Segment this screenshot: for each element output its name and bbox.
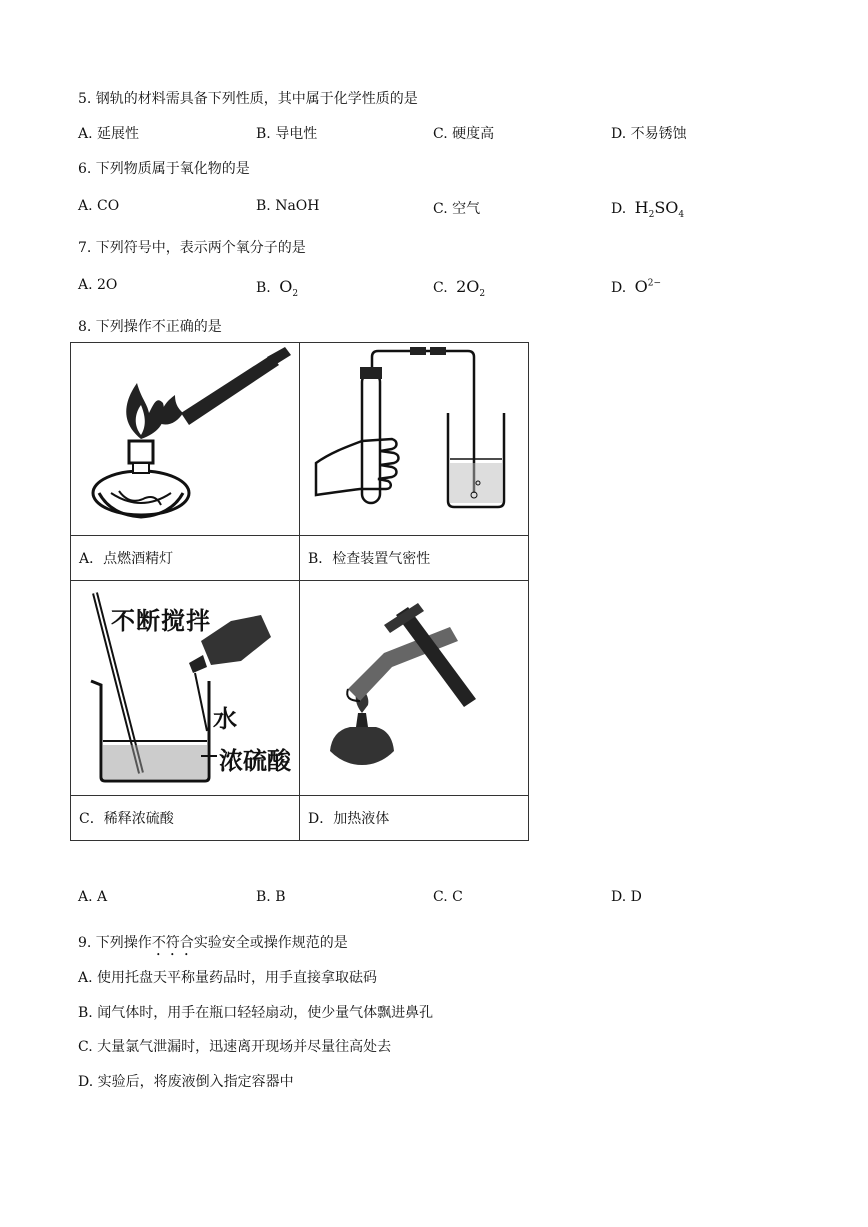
q6-option-c[interactable]: C. 空气 <box>433 201 481 217</box>
q5-option-b[interactable]: B. 导电性 <box>256 126 318 142</box>
q7-option-c-label: C. <box>433 280 453 296</box>
q9-option-c[interactable]: C. 大量氯气泄漏时，迅速离开现场并尽量往高处去 <box>78 1039 392 1055</box>
q8-caption-b: B．检查装置气密性 <box>300 536 529 581</box>
q7-option-b-formula: $O_2$ <box>279 277 299 300</box>
question-9-stem <box>78 932 348 959</box>
q8-operations-table <box>70 342 529 841</box>
q6-option-d[interactable] <box>611 198 684 220</box>
q7-option-d-label: D. <box>611 280 631 296</box>
q7-option-d-formula: $O^{2-}$ <box>634 277 662 296</box>
q7-option-a[interactable]: A. 2O <box>78 277 118 293</box>
q7-option-b[interactable] <box>256 277 298 299</box>
airtightness-check-icon <box>300 343 520 535</box>
question-5-stem: 5. 钢轨的材料需具备下列性质，其中属于化学性质的是 <box>78 91 418 107</box>
concentrated-sulfuric-acid-label: 浓硫酸 <box>219 747 291 775</box>
q9-option-a[interactable]: A. 使用托盘天平称量药品时，用手直接拿取砝码 <box>78 970 378 986</box>
q5-option-c[interactable]: C. 硬度高 <box>433 126 495 142</box>
q7-option-b-label: B. <box>256 280 276 296</box>
q7-option-c[interactable] <box>433 277 485 299</box>
q5-option-d[interactable]: D. 不易锈蚀 <box>611 126 687 142</box>
q7-option-d[interactable] <box>611 277 661 296</box>
q9-option-d[interactable]: D. 实验后，将废液倒入指定容器中 <box>78 1074 294 1090</box>
q7-option-c-formula: $2O_2$ <box>456 277 486 300</box>
q5-option-a[interactable]: A. 延展性 <box>78 126 140 142</box>
q9-stem-emphasis: 不符合 <box>151 935 194 951</box>
q8-caption-d: D．加热液体 <box>300 796 529 841</box>
alcohol-lamp-lighting-icon <box>71 343 299 535</box>
q8-answer-c[interactable]: C. C <box>433 889 463 905</box>
water-label: 水 <box>213 705 237 733</box>
q8-caption-c: C．稀释浓硫酸 <box>71 796 300 841</box>
q8-caption-a: A．点燃酒精灯 <box>71 536 300 581</box>
q8-cell-a-image <box>71 343 300 536</box>
q8-cell-c-image <box>71 581 300 796</box>
q8-cell-d-image <box>300 581 529 796</box>
q6-option-d-formula: $H_2SO_4$ <box>634 198 685 221</box>
question-8-stem: 8. 下列操作不正确的是 <box>78 319 222 335</box>
question-6-stem: 6. 下列物质属于氧化物的是 <box>78 161 250 177</box>
q6-option-a[interactable]: A. CO <box>78 198 120 214</box>
stir-continuously-label: 不断搅拌 <box>111 607 211 635</box>
q8-answer-a[interactable]: A. A <box>78 889 108 905</box>
q9-option-b[interactable]: B. 闻气体时，用手在瓶口轻轻扇动，使少量气体飘进鼻孔 <box>78 1005 434 1021</box>
q6-option-b[interactable]: B. NaOH <box>256 198 320 214</box>
question-7-stem: 7. 下列符号中，表示两个氧分子的是 <box>78 240 306 256</box>
q8-cell-b-image <box>300 343 529 536</box>
q9-stem-prefix: 9. 下列操作 <box>78 935 152 951</box>
heating-liquid-icon <box>300 581 528 795</box>
q6-option-d-label: D. <box>611 201 631 217</box>
q8-answer-d[interactable]: D. D <box>611 889 642 905</box>
q8-answer-b[interactable]: B. B <box>256 889 286 905</box>
q9-stem-suffix: 实验安全或操作规范的是 <box>193 935 348 951</box>
